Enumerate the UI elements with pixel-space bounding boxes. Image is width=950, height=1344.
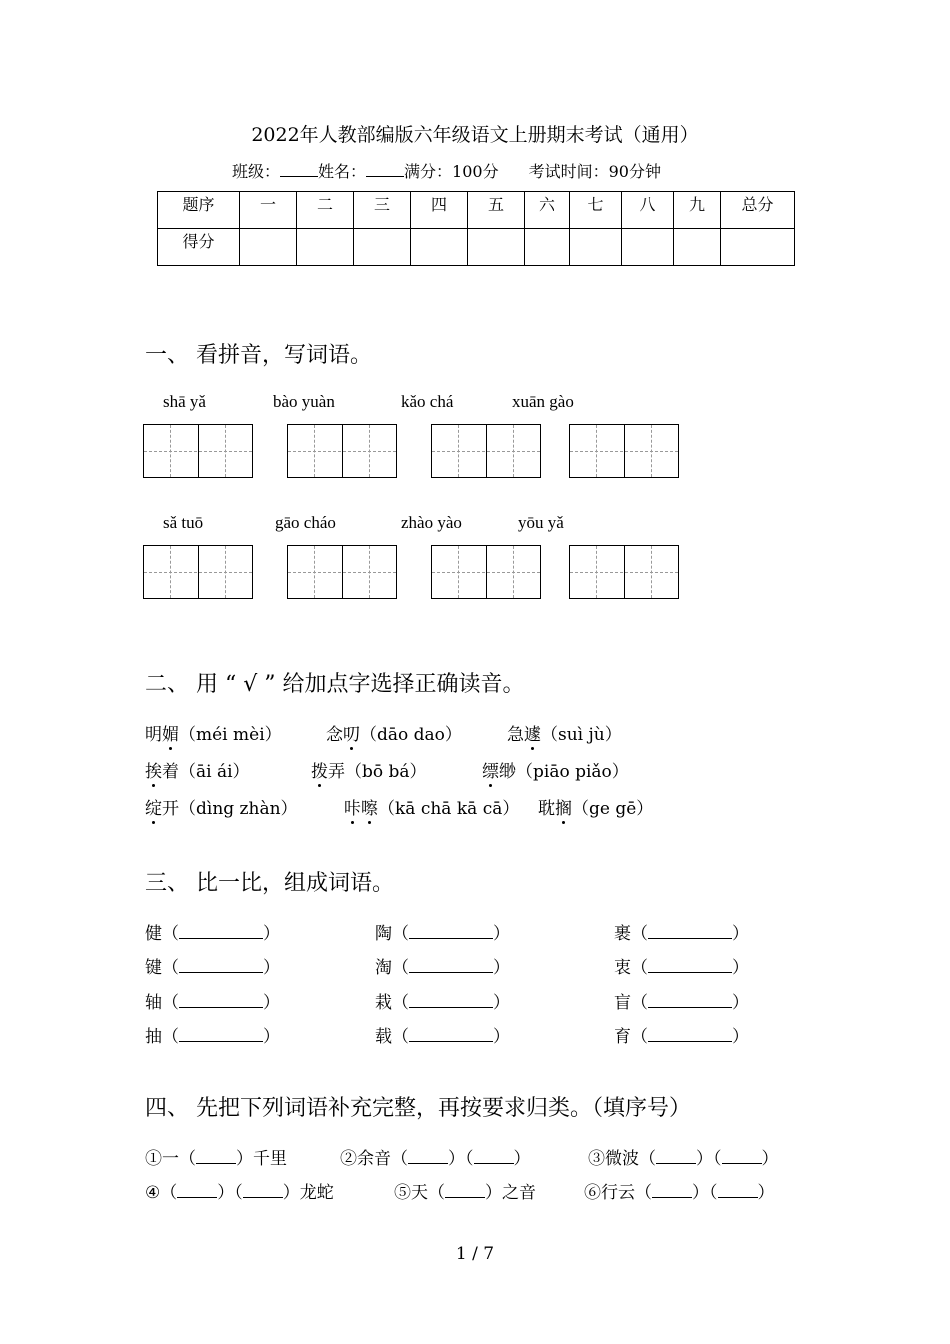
table-cell: 七	[570, 192, 622, 229]
table-cell: 总分	[721, 192, 795, 229]
pronunciation-item[interactable]: 挨着（āi ái）	[145, 757, 250, 782]
compare-item[interactable]: 健（ ）	[145, 924, 280, 944]
compare-item[interactable]: 盲（ ）	[614, 993, 749, 1013]
table-cell: 题序	[158, 192, 240, 229]
exam-time: 考试时间：90分钟	[528, 162, 661, 181]
writing-grid[interactable]	[143, 424, 253, 478]
page-title: 2022年人教部编版六年级语文上册期末考试（通用）	[251, 124, 699, 146]
writing-grid[interactable]	[143, 545, 253, 599]
compare-item[interactable]: 载（ ）	[375, 1027, 510, 1047]
pronunciation-item[interactable]: 缥缈（piāo piǎo）	[482, 757, 629, 782]
fill-item[interactable]: ①一（ ）千里	[145, 1149, 287, 1169]
compare-item[interactable]: 轴（ ）	[145, 993, 280, 1013]
compare-item[interactable]: 键（ ）	[145, 958, 280, 978]
table-cell: 八	[622, 192, 674, 229]
dotted-char: 嚓	[361, 794, 378, 819]
writing-grid[interactable]	[569, 545, 679, 599]
pinyin-label: sǎ tuō	[163, 513, 204, 532]
name-blank[interactable]	[366, 162, 404, 177]
score-cell[interactable]	[354, 229, 411, 266]
section2-heading: 二、 用 “ √ ” 给加点字选择正确读音。	[145, 672, 525, 697]
compare-item[interactable]: 抽（ ）	[145, 1027, 280, 1047]
pronunciation-item[interactable]: 拨弄（bō bá）	[311, 757, 427, 782]
table-cell: 六	[525, 192, 570, 229]
pronunciation-item[interactable]: 耽搁（ge gē）	[538, 794, 653, 819]
dotted-char: 拨	[311, 757, 328, 782]
score-cell[interactable]	[240, 229, 297, 266]
pinyin-label: kǎo chá	[401, 392, 454, 411]
dotted-char: 咔	[344, 794, 361, 819]
page-number: 1 / 7	[455, 1244, 495, 1264]
dotted-char: 搁	[555, 794, 572, 819]
pronunciation-item[interactable]: 咔嚓（kā chā kā cā）	[344, 794, 519, 819]
section1-heading: 一、 看拼音，写词语。	[145, 343, 372, 368]
writing-grid[interactable]	[569, 424, 679, 478]
score-cell[interactable]	[468, 229, 525, 266]
table-cell: 四	[411, 192, 468, 229]
pinyin-label: yōu yǎ	[518, 513, 564, 532]
class-blank[interactable]	[280, 162, 318, 177]
dotted-char: 挨	[145, 757, 162, 782]
section3-heading: 三、 比一比，组成词语。	[145, 871, 394, 896]
compare-item[interactable]: 裹（ ）	[614, 924, 749, 944]
table-cell: 九	[674, 192, 721, 229]
table-cell: 二	[297, 192, 354, 229]
fill-item[interactable]: ④（ ）（ ）龙蛇	[145, 1183, 334, 1203]
pinyin-label: zhào yào	[401, 513, 462, 532]
dotted-char: 媚	[162, 720, 179, 745]
table-cell: 一	[240, 192, 297, 229]
pronunciation-item[interactable]: 明媚（méi mèi）	[145, 720, 282, 745]
pinyin-label: shā yǎ	[163, 392, 206, 411]
compare-item[interactable]: 淘（ ）	[375, 958, 510, 978]
writing-grid[interactable]	[431, 424, 541, 478]
score-cell[interactable]	[622, 229, 674, 266]
fill-item[interactable]: ⑥行云（ ）（ ）	[584, 1183, 775, 1203]
compare-item[interactable]: 栽（ ）	[375, 993, 510, 1013]
pinyin-label: xuān gào	[512, 392, 574, 411]
table-cell: 三	[354, 192, 411, 229]
score-cell[interactable]	[674, 229, 721, 266]
full-score: 满分：100分	[404, 162, 499, 181]
exam-info	[232, 159, 661, 182]
pinyin-label: gāo cháo	[275, 513, 336, 532]
score-table-score-row	[158, 229, 795, 266]
score-table	[157, 191, 795, 266]
score-cell[interactable]	[525, 229, 570, 266]
section4-heading: 四、 先把下列词语补充完整，再按要求归类。（填序号）	[145, 1096, 691, 1121]
pinyin-label: bào yuàn	[273, 392, 335, 411]
compare-item[interactable]: 育（ ）	[614, 1027, 749, 1047]
dotted-char: 叨	[343, 720, 360, 745]
pronunciation-item[interactable]: 绽开（dìng zhàn）	[145, 794, 298, 819]
compare-item[interactable]: 陶（ ）	[375, 924, 510, 944]
pronunciation-item[interactable]: 急遽（suì jù）	[507, 720, 622, 745]
dotted-char: 遽	[524, 720, 541, 745]
writing-grid[interactable]	[287, 545, 397, 599]
writing-grid[interactable]	[287, 424, 397, 478]
table-cell: 得分	[158, 229, 240, 266]
compare-item[interactable]: 衷（ ）	[614, 958, 749, 978]
dotted-char: 绽	[145, 794, 162, 819]
fill-item[interactable]: ⑤天（ ）之音	[394, 1183, 536, 1203]
score-cell[interactable]	[721, 229, 795, 266]
table-cell: 五	[468, 192, 525, 229]
dotted-char: 缥	[482, 757, 499, 782]
score-cell[interactable]	[411, 229, 468, 266]
fill-item[interactable]: ③微波（ ）（ ）	[588, 1149, 779, 1169]
writing-grid[interactable]	[431, 545, 541, 599]
score-cell[interactable]	[297, 229, 354, 266]
name-label: 姓名：	[318, 162, 367, 181]
fill-item[interactable]: ②余音（ ）（ ）	[340, 1149, 531, 1169]
score-table-header-row	[158, 192, 795, 229]
pronunciation-item[interactable]: 念叨（dāo dao）	[326, 720, 462, 745]
class-label: 班级：	[232, 162, 281, 181]
score-cell[interactable]	[570, 229, 622, 266]
